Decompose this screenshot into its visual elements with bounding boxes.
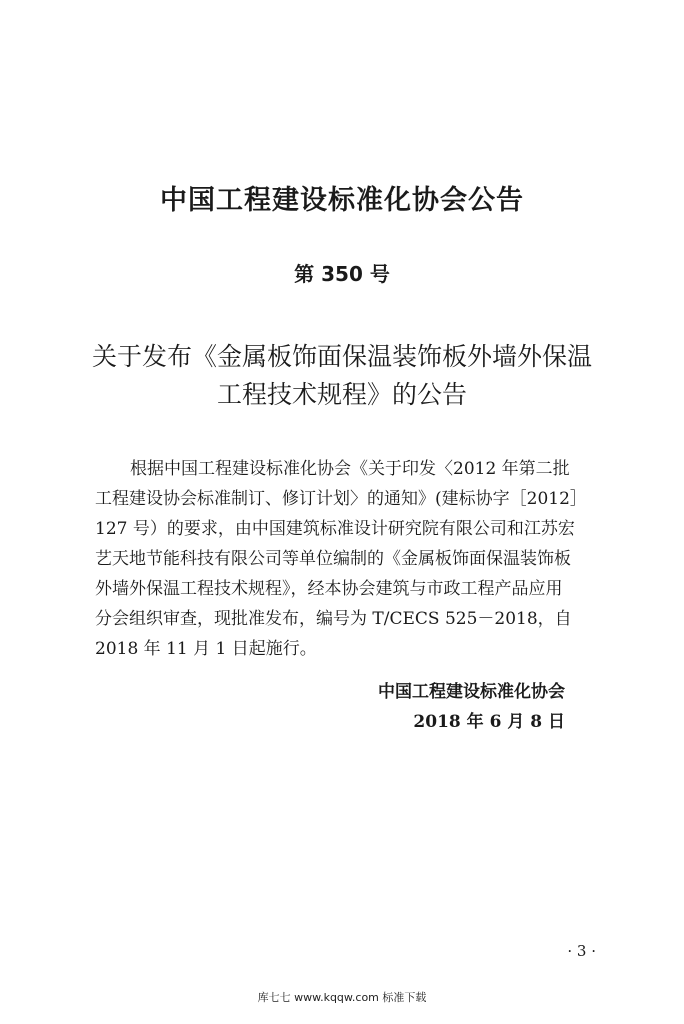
body-line: 分会组织审查，现批准发布，编号为 T/CECS 525－2018，自	[95, 609, 572, 629]
page-number: · 3 ·	[567, 942, 596, 960]
signature-date: 2018 年 6 月 8 日	[413, 712, 565, 732]
body-line: 2018 年 11 月 1 日起施行。	[95, 639, 317, 659]
subject-line: 工程技术规程》的公告	[216, 380, 467, 409]
subject-line: 关于发布《金属板饰面保温装饰板外墙外保温	[91, 342, 592, 371]
footer-watermark: 库七七 www.kqqw.com 标准下载	[257, 991, 427, 1004]
announcement-title: 中国工程建设标准化协会公告	[160, 185, 524, 216]
announcement-number: 第 350 号	[294, 262, 390, 286]
body-line: 外墙外保温工程技术规程》，经本协会建筑与市政工程产品应用	[95, 579, 563, 599]
body-line: 127 号）的要求，由中国建筑标准设计研究院有限公司和江苏宏	[95, 519, 575, 539]
announcement-subject	[0, 338, 684, 414]
body-line: 艺天地节能科技有限公司等单位编制的《金属板饰面保温装饰板	[95, 549, 571, 569]
signature-organization: 中国工程建设标准化协会	[378, 682, 565, 702]
body-line: 根据中国工程建设标准化协会《关于印发〈2012 年第二批	[130, 459, 570, 479]
announcement-body	[95, 454, 605, 664]
body-line: 工程建设协会标准制订、修订计划〉的通知》(建标协字［2012］	[95, 489, 587, 509]
